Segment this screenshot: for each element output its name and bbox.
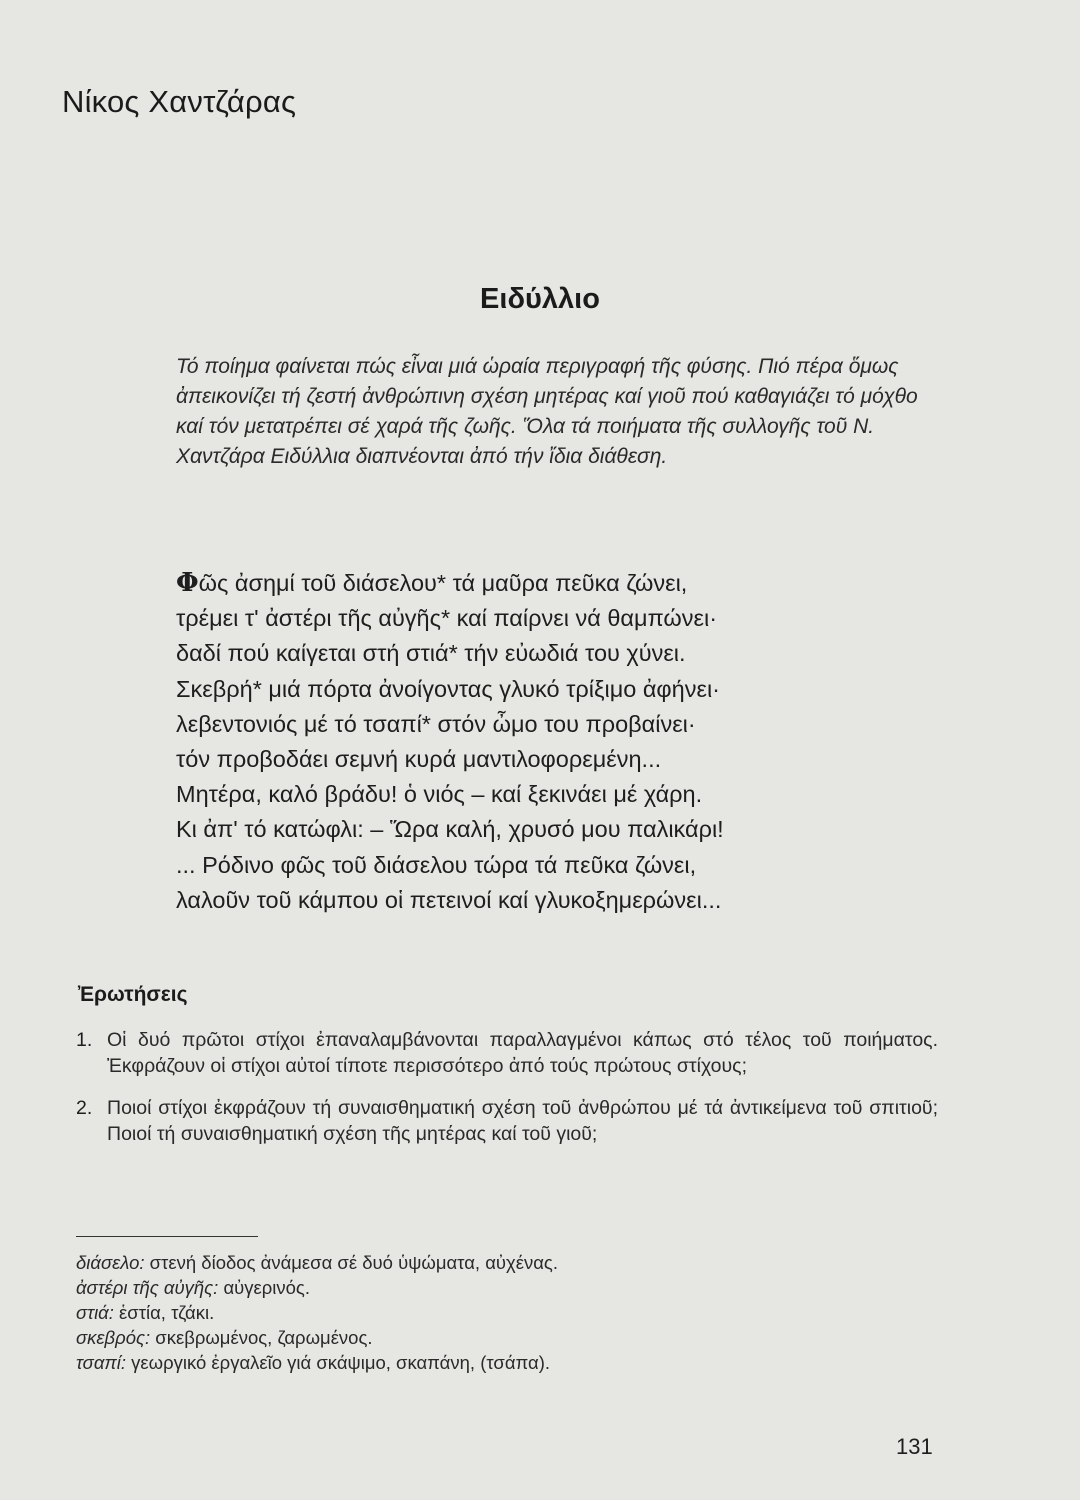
- question-text: Ποιοί στίχοι ἐκφράζουν τή συναισθηματική σχέση τοῦ ἀνθρώπου μέ τά ἀντικείμενα τοῦ σπιτιοῦ; Ποιοί τή συναισθηματική σχέση τῆς μητέρας καί τοῦ γιοῦ;: [107, 1097, 938, 1145]
- footnote-term: ἀστέρι τῆς αὐγῆς:: [76, 1277, 219, 1298]
- footnotes: [76, 1250, 936, 1375]
- footnote-definition: ἑστία, τζάκι.: [119, 1302, 215, 1323]
- poem-line: λαλοῦν τοῦ κάμπου οἱ πετεινοί καί γλυκοξημερώνει...: [176, 886, 722, 913]
- poem-line: τρέμει τ' ἀστέρι τῆς αὐγῆς* καί παίρνει νά θαμπώνει·: [176, 605, 718, 632]
- author-name: Νίκος Χαντζάρας: [62, 84, 297, 119]
- footnote-divider: [76, 1236, 258, 1237]
- question-text: Οἱ δυό πρῶτοι στίχοι ἐπαναλαμβάνονται παραλλαγμένοι κάπως στό τέλος τοῦ ποιήματος. Ἐκφράζουν οἱ στίχοι αὐτοί τίποτε περισσότερο ἀπό τούς πρώτους στίχους;: [107, 1029, 938, 1077]
- poem-line: ... Ρόδινο φῶς τοῦ διάσελου τώρα τά πεῦκα ζώνει,: [176, 851, 697, 878]
- question-number: 1.: [76, 1029, 93, 1051]
- footnote-item: [76, 1250, 936, 1275]
- questions-heading: Ἐρωτήσεις: [78, 983, 188, 1006]
- dropcap: Φ: [176, 568, 199, 598]
- footnote-item: [76, 1275, 936, 1300]
- question-item: [76, 1095, 938, 1147]
- poem-body: [176, 566, 896, 918]
- footnote-item: [76, 1350, 936, 1375]
- footnote-definition: σκεβρωμένος, ζαρωμένος.: [155, 1327, 373, 1348]
- footnote-definition: αὐγερινός.: [223, 1277, 310, 1298]
- poem-line: λεβεντονιός μέ τό τσαπί* στόν ὦμο του προβαίνει·: [176, 710, 696, 737]
- footnote-term: διάσελο:: [76, 1252, 145, 1273]
- footnote-definition: γεωργικό ἐργαλεῖο γιά σκάψιμο, σκαπάνη, (τσάπα).: [131, 1352, 551, 1373]
- footnote-term: σκεβρός:: [76, 1327, 151, 1348]
- footnote-term: τσαπί:: [76, 1352, 127, 1373]
- poem-line: δαδί πού καίγεται στή στιά* τήν εὐωδιά του χύνει.: [176, 640, 686, 667]
- poem-line: τόν προβοδάει σεμνή κυρά μαντιλοφορεμένη...: [176, 746, 662, 773]
- footnote-definition: στενή δίοδος ἀνάμεσα σέ δυό ὑψώματα, αὐχένας.: [149, 1252, 558, 1273]
- poem-line: Κι ἀπ' τό κατώφλι: – Ὥρα καλή, χρυσό μου παλικάρι!: [176, 816, 724, 843]
- question-number: 2.: [76, 1097, 93, 1119]
- footnote-term: στιά:: [76, 1302, 114, 1323]
- poem-line: Σκεβρή* μιά πόρτα ἀνοίγοντας γλυκό τρίξιμο ἀφήνει·: [176, 675, 720, 702]
- question-item: [76, 1027, 938, 1079]
- intro-paragraph: Τό ποίημα φαίνεται πώς εἶναι μιά ὡραία περιγραφή τῆς φύσης. Πιό πέρα ὅμως ἀπεικονίζει τή ζεστή ἀνθρώπινη σχέση μητέρας καί γιοῦ πού καθαγιάζει τό μόχθο καί τόν μετατρέπει σέ χαρά τῆς ζωῆς. Ὅλα τά ποιήματα τῆς συλλογῆς τοῦ Ν. Χαντζάρα Ειδύλλια διαπνέονται ἀπό τήν ἴδια διάθεση.: [176, 355, 918, 468]
- footnote-item: [76, 1325, 936, 1350]
- poem-line-text: ῶς ἀσημί τοῦ διάσελου* τά μαῦρα πεῦκα ζώνει,: [198, 570, 688, 596]
- poem-line: [176, 566, 896, 601]
- page-number: 131: [896, 1434, 933, 1459]
- poem-line: Μητέρα, καλό βράδυ! ὁ νιός – καί ξεκινάει μέ χάρη.: [176, 781, 703, 808]
- questions-list: [76, 1027, 938, 1163]
- poem-title: Ειδύλλιο: [480, 283, 600, 315]
- footnote-item: [76, 1300, 936, 1325]
